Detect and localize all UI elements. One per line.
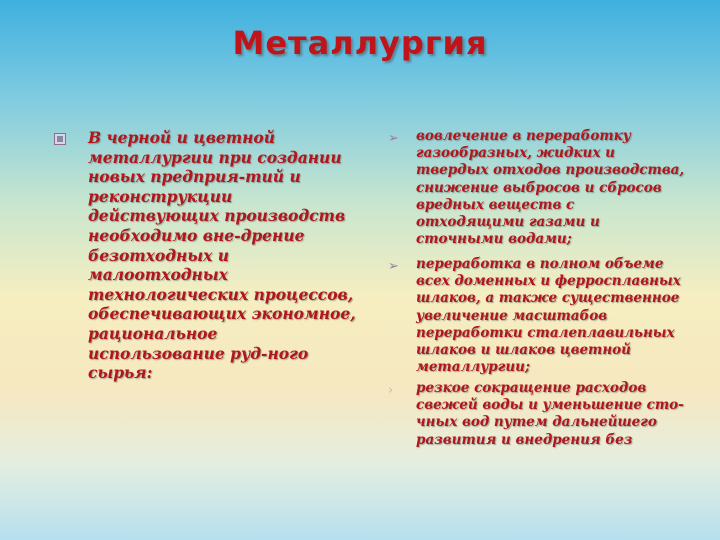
arrow-bullet-icon: › — [388, 383, 394, 398]
left-paragraph: В черной и цветной металлургии при создании новых предприя-тий и реконструкции действующих производств необходимо вне-дрение безотходных и малоотходных технологических процессов, обеспечивающих экономное, рациональное использование руд-ного сырья: — [88, 128, 356, 383]
list-item-text: переработка в полном объеме всех доменных и ферросплавных шлаков, а также существенное увеличение масштабов переработки сталеплавильных шлаков и шлаков цветной металлургии; — [416, 256, 681, 376]
arrow-bullet-icon: ➢ — [388, 259, 399, 274]
square-bullet-icon — [54, 133, 66, 145]
list-item-text: вовлечение в переработку газообразных, жидких и твердых отходов производства, снижение выбросов и сбросов вредных веществ с отходящими газами и сточными водами; — [416, 128, 685, 248]
list-item-text: резкое сокращение расходов свежей воды и уменьшение сто-чных вод путем дальнейшего развития и внедрения без — [416, 380, 684, 448]
arrow-bullet-icon: ➢ — [388, 131, 399, 146]
slide-title: Металлургия — [232, 24, 488, 62]
